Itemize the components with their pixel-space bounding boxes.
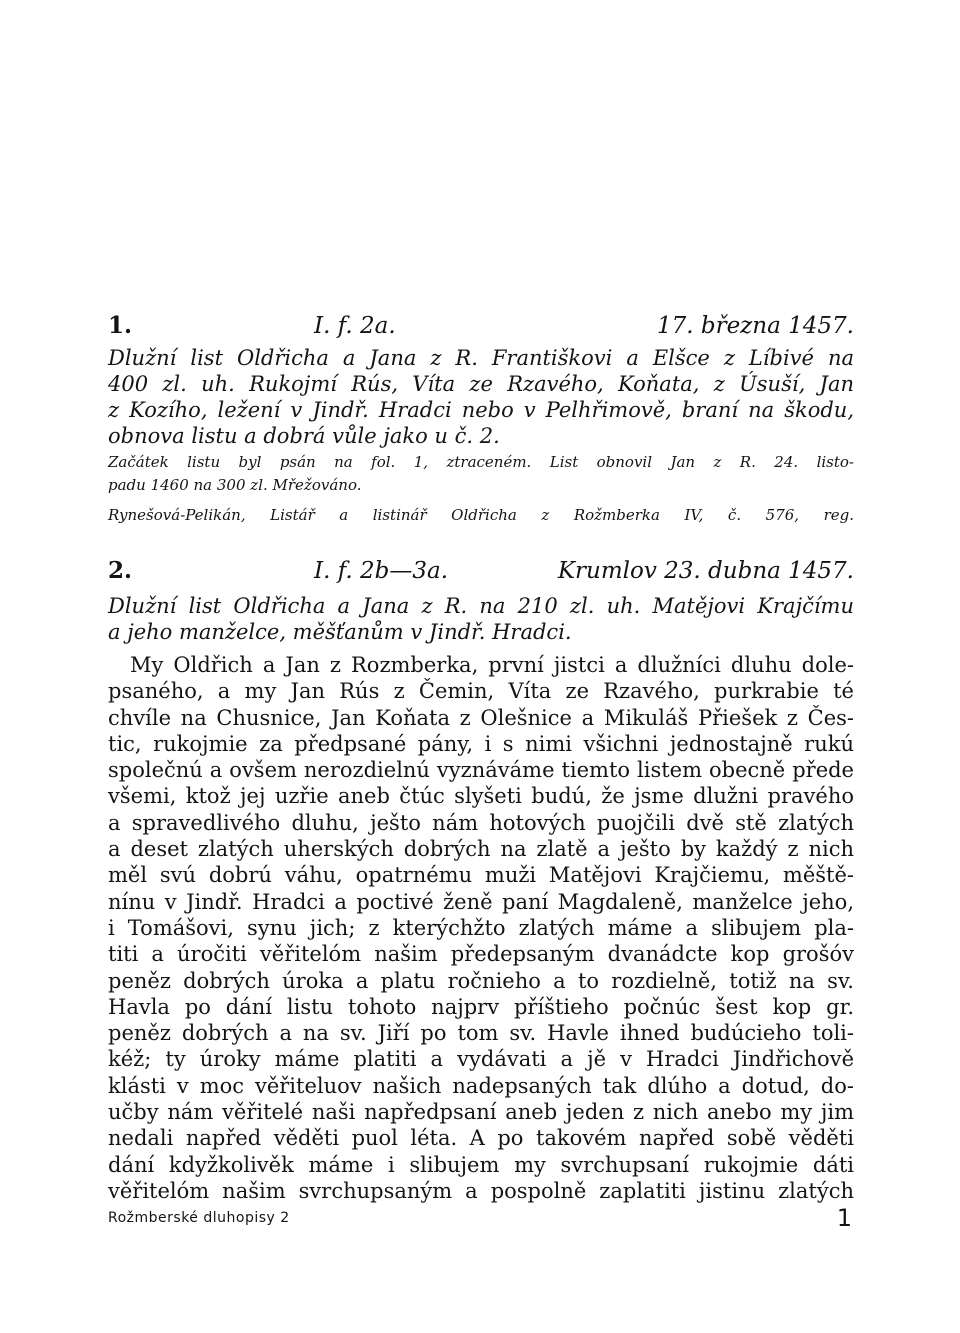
body-line: a spravedlivého dluhu, ješto nám hotových puojčili dvě stě zlatých bbox=[108, 810, 854, 835]
entry-1-heading bbox=[108, 312, 854, 340]
entry-2-folio: I. f. 2b—3a. bbox=[314, 558, 449, 584]
body-line: společnú a ovšem nerozdielnú vyznáváme tiemto listem obecně přede bbox=[108, 758, 854, 783]
body-line: titi a úročiti věřitelóm našim předepsaným dvanádcte kop grošóv bbox=[108, 942, 854, 967]
body-line: všemi, ktož jej uzřie aneb čtúc slyšeti budú, že jsme dlužni pravého bbox=[108, 784, 854, 809]
body-line: kéž; ty úroky máme platiti a vydávati a jě v Hradci Jindřichově bbox=[108, 1047, 854, 1072]
entry-2-abstract bbox=[108, 593, 854, 645]
body-line: klásti v moc věřiteluov našich nadepsaných tak dlúho a dotud, do- bbox=[108, 1073, 854, 1098]
body-line: peněz dobrých úroka a platu ročnieho a to rozdielně, totiž na sv. bbox=[108, 968, 854, 993]
entry-1-folio: I. f. 2a. bbox=[314, 313, 396, 339]
entry-1-literature: Rynešová-Pelikán, Listář a listinář Oldřicha z Rožmberka IV, č. 576, reg. bbox=[108, 506, 854, 524]
body-line: psaného, a my Jan Rús z Čemin, Víta ze Rzavého, purkrabie té bbox=[108, 679, 854, 704]
footer-title: Rožmberské dluhopisy 2 bbox=[108, 1210, 290, 1226]
body-line: a deset zlatých uherských dobrých na zlatě a ješto by každý z nich bbox=[108, 837, 854, 862]
entry-2-body bbox=[108, 652, 854, 1204]
note-line: padu 1460 na 300 zl. Mřežováno. bbox=[108, 476, 362, 494]
body-line: nínu v Jindř. Hradci a poctivé ženě paní Magdaleně, manželce jeho, bbox=[108, 889, 854, 914]
abstract-line: Dlužní list Oldřicha a Jana z R. Františkovi a Elšce z Líbivé na bbox=[108, 346, 854, 370]
entry-2-number: 2. bbox=[108, 557, 133, 584]
document-page bbox=[108, 0, 854, 1333]
abstract-line: a jeho manželce, měšťanům v Jindř. Hradci. bbox=[108, 620, 572, 644]
body-line: chvíle na Chusnice, Jan Koňata z Olešnice a Mikuláš Přiešek z Čes- bbox=[108, 705, 854, 730]
note-line: Začátek listu byl psán na fol. 1, ztraceném. List obnovil Jan z R. 24. listo- bbox=[108, 453, 854, 471]
entry-2-date: Krumlov 23. dubna 1457. bbox=[557, 558, 854, 584]
abstract-line: 400 zl. uh. Rukojmí Rús, Víta ze Rzavého, Koňata, z Úsuší, Jan bbox=[108, 372, 854, 396]
abstract-line: obnova listu a dobrá vůle jako u č. 2. bbox=[108, 424, 500, 448]
abstract-line: z Kozího, ležení v Jindř. Hradci nebo v Pelhřimově, braní na škodu, bbox=[108, 398, 854, 422]
entry-1-abstract bbox=[108, 345, 854, 449]
page-number: 1 bbox=[836, 1204, 852, 1232]
entry-1-number: 1. bbox=[108, 312, 133, 339]
body-line: měl svú dobrú váhu, opatrnému muži Matějovi Krajčiemu, měště- bbox=[108, 863, 854, 888]
body-line: i Tomášovi, synu jich; z kterýchžto zlatých máme a slibujem pla- bbox=[108, 915, 854, 940]
entry-1-note bbox=[108, 451, 854, 497]
abstract-line: Dlužní list Oldřicha a Jana z R. na 210 zl. uh. Matějovi Krajčímu bbox=[108, 594, 854, 618]
body-line: peněz dobrých a na sv. Jiří po tom sv. Havle ihned budúcieho toli- bbox=[108, 1021, 854, 1046]
page-footer bbox=[108, 1204, 854, 1234]
entry-1-date: 17. března 1457. bbox=[656, 313, 854, 339]
body-line: My Oldřich a Jan z Rozmberka, první jistci a dlužníci dluhu dole- bbox=[130, 653, 854, 677]
body-line: dání kdyžkolivěk máme i slibujem my svrchupsaní rukojmie dáti bbox=[108, 1152, 854, 1177]
body-line: učby nám věřitelé naši napředpsaní aneb jeden z nich anebo my jim bbox=[108, 1100, 854, 1125]
body-line: nedali napřed věděti puol léta. A po takovém napřed sobě věděti bbox=[108, 1126, 854, 1151]
body-line: věřitelóm našim svrchupsaným a pospolně zaplatiti jistinu zlatých bbox=[108, 1178, 854, 1203]
entry-2-heading bbox=[108, 557, 854, 585]
body-line: Havla po dání listu tohoto najprv příštieho počnúc šest kop gr. bbox=[108, 994, 854, 1019]
body-line: tic, rukojmie za předpsané pány, i s nimi všichni jednostajně rukú bbox=[108, 731, 854, 756]
